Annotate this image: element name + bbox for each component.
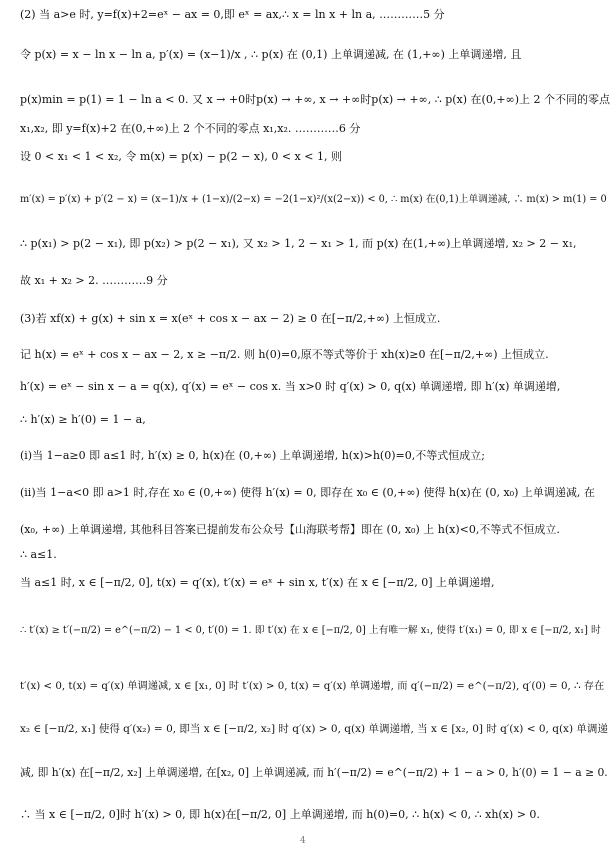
text-line: 设 0 < x₁ < 1 < x₂, 令 m(x) = p(x) − p(2 − x), 0 < x < 1, 则 xyxy=(20,150,342,163)
text-line: 故 x₁ + x₂ > 2. …………9 分 xyxy=(20,274,168,287)
text-line: 减, 即 h′(x) 在[−π/2, x₂] 上单调递增, 在[x₂, 0] 上单调递减, 而 h′(−π/2) = e^(−π/2) + 1 − a > 0, h′(0) = 1 − a ≥ 0. xyxy=(20,766,608,779)
text-line: (x₀, +∞) 上单调递增, 其他科目答案已提前发布公众号【山海联考帮】即在 (0, x₀) 上 h(x)<0,不等式不恒成立. xyxy=(20,523,560,536)
text-line: ∴ 当 x ∈ [−π/2, 0]时 h′(x) > 0, 即 h(x)在[−π/2, 0] 上单调递增, 而 h(0)=0, ∴ h(x) < 0, ∴ xh(x) > 0. xyxy=(20,808,540,821)
text-line: ∴ h′(x) ≥ h′(0) = 1 − a, xyxy=(20,413,146,426)
text-line: (ii)当 1−a<0 即 a>1 时,存在 x₀ ∈ (0,+∞) 使得 h′(x) = 0, 即存在 x₀ ∈ (0,+∞) 使得 h(x)在 (0, x₀) 上单调递减, 在 xyxy=(20,486,595,499)
page-number: 4 xyxy=(300,836,306,846)
text-line: h′(x) = eˣ − sin x − a = q(x), q′(x) = eˣ − cos x. 当 x>0 时 q′(x) > 0, q(x) 单调递增, 即 h′(x) 单调递增, xyxy=(20,380,561,393)
text-line: 当 a≤1 时, x ∈ [−π/2, 0], t(x) = q′(x), t′(x) = eˣ + sin x, t′(x) 在 x ∈ [−π/2, 0] 上单调递增, xyxy=(20,576,495,589)
text-line: 记 h(x) = eˣ + cos x − ax − 2, x ≥ −π/2. 则 h(0)=0,原不等式等价于 xh(x)≥0 在[−π/2,+∞) 上恒成立. xyxy=(20,348,549,361)
text-line: (3)若 xf(x) + g(x) + sin x = x(eˣ + cos x − ax − 2) ≥ 0 在[−π/2,+∞) 上恒成立. xyxy=(20,312,441,325)
text-line: ∴ a≤1. xyxy=(20,548,57,561)
text-line: ∴ t′(x) ≥ t′(−π/2) = e^(−π/2) − 1 < 0, t′(0) = 1. 即 t′(x) 在 x ∈ [−π/2, 0] 上有唯一解 x₁, 使得 t′(x₁) = 0, 即 x ∈ [−π/2, x₁] 时 xyxy=(20,625,601,636)
text-line: x₂ ∈ [−π/2, x₁] 使得 q′(x₂) = 0, 即当 x ∈ [−π/2, x₂] 时 q′(x) > 0, q(x) 单调递增, 当 x ∈ [x₂, 0] 时 q′(x) < 0, q(x) 单调递 xyxy=(20,723,608,735)
text-line: ∴ p(x₁) > p(2 − x₁), 即 p(x₂) > p(2 − x₁), 又 x₂ > 1, 2 − x₁ > 1, 而 p(x) 在(1,+∞)上单调递增, x₂ > 2 − x₁, xyxy=(20,237,577,250)
text-line: (2) 当 a>e 时, y=f(x)+2=eˣ − ax = 0,即 eˣ = ax,∴ x = ln x + ln a, …………5 分 xyxy=(20,8,445,21)
text-line: m′(x) = p′(x) + p′(2 − x) = (x−1)/x + (1−x)/(2−x) = −2(1−x)²/(x(2−x)) < 0, ∴ m(x) 在(0,1)上单调递减, ∴ m(x) > m(1) = 0 xyxy=(20,194,607,205)
text-line: 令 p(x) = x − ln x − ln a, p′(x) = (x−1)/x , ∴ p(x) 在 (0,1) 上单调递减, 在 (1,+∞) 上单调递增, 且 xyxy=(20,48,522,61)
text-line: p(x)min = p(1) = 1 − ln a < 0. 又 x → +0时p(x) → +∞, x → +∞时p(x) → +∞, ∴ p(x) 在(0,+∞)上 2 个不同的零点 xyxy=(20,93,610,106)
text-line: x₁,x₂, 即 y=f(x)+2 在(0,+∞)上 2 个不同的零点 x₁,x₂. …………6 分 xyxy=(20,122,361,135)
text-line: t′(x) < 0, t(x) = q′(x) 单调递减, x ∈ [x₁, 0] 时 t′(x) > 0, t(x) = q′(x) 单调递增, 而 q′(−π/2) = e^(−π/2), q′(0) = 0, ∴ 存在 xyxy=(20,680,605,692)
text-line: (i)当 1−a≥0 即 a≤1 时, h′(x) ≥ 0, h(x)在 (0,+∞) 上单调递增, h(x)>h(0)=0,不等式恒成立; xyxy=(20,449,485,462)
